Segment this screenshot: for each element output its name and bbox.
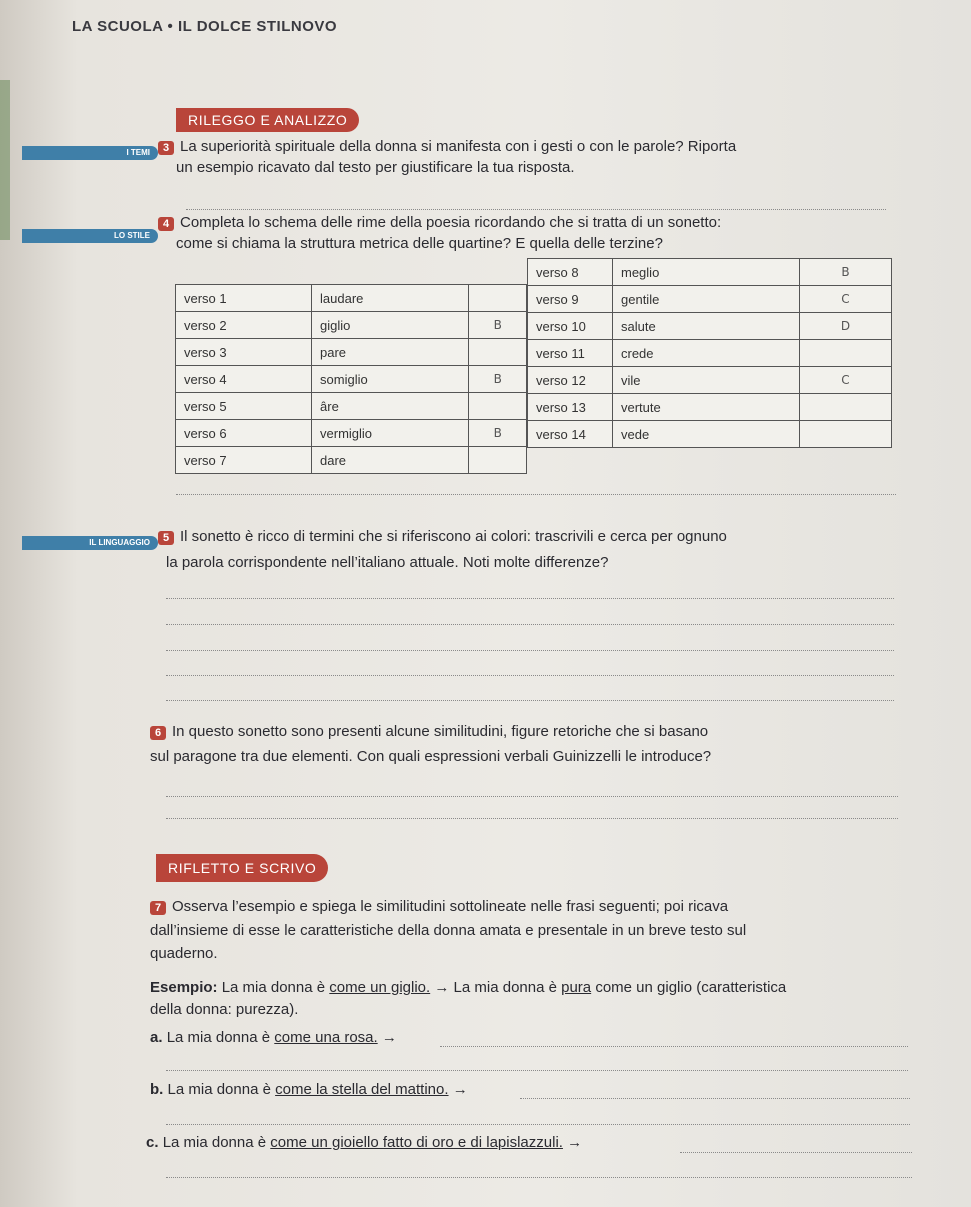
- verse-cell: verso 14: [528, 421, 613, 448]
- rhyme-cell[interactable]: D: [800, 313, 892, 340]
- q5-number: 5: [158, 531, 174, 545]
- tag-i-temi: I TEMI: [22, 146, 158, 160]
- q7-line1: [150, 898, 728, 915]
- item-underlined: come una rosa.: [274, 1029, 378, 1046]
- item-underlined: come un gioiello fatto di oro e di lapislazzuli.: [270, 1134, 563, 1151]
- verse-cell: verso 3: [176, 339, 312, 366]
- table-row: [528, 259, 892, 286]
- table-row: [528, 421, 892, 448]
- page-header: LA SCUOLA • IL DOLCE STILNOVO: [72, 18, 338, 35]
- rhyme-cell[interactable]: C: [800, 286, 892, 313]
- verse-cell: verso 1: [176, 285, 312, 312]
- table-row: [528, 340, 892, 367]
- table-row: [176, 366, 527, 393]
- example-pre: La mia donna è: [221, 979, 326, 996]
- verse-cell: verso 5: [176, 393, 312, 420]
- rhyme-cell[interactable]: B: [800, 259, 892, 286]
- rhyme-cell[interactable]: [800, 340, 892, 367]
- rhyme-cell[interactable]: B: [469, 420, 527, 447]
- answer-line: [186, 209, 886, 210]
- table-row: [528, 367, 892, 394]
- rhyme-cell[interactable]: C: [800, 367, 892, 394]
- answer-line: [166, 796, 898, 797]
- table-row: [176, 339, 527, 366]
- table-row: [176, 447, 527, 474]
- verse-cell: verso 9: [528, 286, 613, 313]
- item-underlined: come la stella del mattino.: [275, 1081, 449, 1098]
- example-underlined: come un giglio.: [329, 979, 431, 996]
- answer-line: [166, 700, 894, 701]
- example-line2: della donna: purezza).: [150, 1001, 299, 1018]
- word-cell: giglio: [312, 312, 469, 339]
- answer-line: [166, 818, 898, 819]
- verse-cell: verso 4: [176, 366, 312, 393]
- answer-line: [166, 598, 894, 599]
- q3-text1: La superiorità spirituale della donna si manifesta con i gesti o con le parole? Riporta: [180, 138, 737, 155]
- verse-cell: verso 8: [528, 259, 613, 286]
- q5-line1: [158, 528, 727, 545]
- example-result-pre: La mia donna è: [453, 979, 557, 996]
- word-cell: vertute: [613, 394, 800, 421]
- word-cell: vermiglio: [312, 420, 469, 447]
- word-cell: somiglio: [312, 366, 469, 393]
- word-cell: salute: [613, 313, 800, 340]
- table-row: [528, 286, 892, 313]
- q5-text1: Il sonetto è ricco di termini che si riferiscono ai colori: trascrivili e cerca per ognuno: [180, 528, 727, 545]
- tag-lo-stile: LO STILE: [22, 229, 158, 243]
- item-b: [150, 1081, 468, 1098]
- q6-line1: [150, 723, 708, 740]
- rhyme-cell[interactable]: [469, 339, 527, 366]
- table-row: [528, 394, 892, 421]
- table-row: [176, 285, 527, 312]
- tag-il-linguaggio: IL LINGUAGGIO: [22, 536, 158, 550]
- arrow-icon: →: [381, 1029, 397, 1046]
- rhyme-cell[interactable]: B: [469, 312, 527, 339]
- answer-line[interactable]: [166, 1070, 908, 1071]
- answer-line[interactable]: [440, 1046, 908, 1047]
- rhyme-cell[interactable]: [469, 393, 527, 420]
- word-cell: vile: [613, 367, 800, 394]
- section-label-rifletto: RIFLETTO E SCRIVO: [156, 854, 328, 882]
- verse-cell: verso 11: [528, 340, 613, 367]
- word-cell: pare: [312, 339, 469, 366]
- q4-line2: come si chiama la struttura metrica delle quartine? E quella delle terzine?: [176, 235, 663, 252]
- word-cell: laudare: [312, 285, 469, 312]
- q5-line2: la parola corrispondente nell’italiano attuale. Noti molte differenze?: [166, 554, 609, 571]
- table-row: [176, 420, 527, 447]
- rhyme-cell[interactable]: [469, 285, 527, 312]
- arrow-icon: →: [434, 979, 450, 996]
- q7-line2: dall’insieme di esse le caratteristiche della donna amata e presentale in un breve testo sul: [150, 922, 747, 939]
- example-label: Esempio:: [150, 979, 218, 996]
- table-row: [176, 393, 527, 420]
- item-letter: b.: [150, 1081, 164, 1098]
- answer-line: [176, 494, 896, 495]
- q3-line1: [158, 138, 736, 155]
- item-pre: La mia donna è: [166, 1029, 271, 1046]
- q7-line3: quaderno.: [150, 945, 218, 962]
- verse-cell: verso 10: [528, 313, 613, 340]
- word-cell: crede: [613, 340, 800, 367]
- q6-text1: In questo sonetto sono presenti alcune similitudini, figure retoriche che si basano: [172, 723, 709, 740]
- verse-cell: verso 2: [176, 312, 312, 339]
- q6-number: 6: [150, 726, 166, 740]
- rhyme-table-right: [527, 258, 892, 448]
- q4-text1: Completa lo schema delle rime della poesia ricordando che si tratta di un sonetto:: [180, 214, 722, 231]
- example-result-underlined: pura: [561, 979, 592, 996]
- rhyme-table-left: [175, 284, 527, 474]
- q6-line2: sul paragone tra due elementi. Con quali espressioni verbali Guinizzelli le introduce?: [150, 748, 712, 765]
- answer-line: [166, 650, 894, 651]
- q4-line1: [158, 214, 721, 231]
- item-c: [146, 1134, 582, 1151]
- q4-number: 4: [158, 217, 174, 231]
- word-cell: vede: [613, 421, 800, 448]
- verse-cell: verso 13: [528, 394, 613, 421]
- arrow-icon: →: [567, 1134, 583, 1151]
- q7-text1: Osserva l’esempio e spiega le similitudini sottolineate nelle frasi seguenti; poi ricava: [172, 898, 729, 915]
- item-pre: La mia donna è: [162, 1134, 267, 1151]
- word-cell: gentile: [613, 286, 800, 313]
- rhyme-cell[interactable]: [800, 394, 892, 421]
- item-a: [150, 1029, 397, 1046]
- rhyme-cell[interactable]: B: [469, 366, 527, 393]
- verse-cell: verso 7: [176, 447, 312, 474]
- answer-line[interactable]: [166, 1177, 912, 1178]
- answer-line[interactable]: [166, 1124, 910, 1125]
- verse-cell: verso 12: [528, 367, 613, 394]
- example-line1: [150, 979, 786, 996]
- rhyme-cell[interactable]: [469, 447, 527, 474]
- answer-line[interactable]: [680, 1152, 912, 1153]
- answer-line: [166, 624, 894, 625]
- verse-cell: verso 6: [176, 420, 312, 447]
- item-letter: a.: [150, 1029, 163, 1046]
- arrow-icon: →: [452, 1081, 468, 1098]
- q3-number: 3: [158, 141, 174, 155]
- word-cell: meglio: [613, 259, 800, 286]
- section-label-rileggo: RILEGGO E ANALIZZO: [176, 108, 359, 132]
- item-pre: La mia donna è: [167, 1081, 271, 1098]
- table-row: [528, 313, 892, 340]
- q3-line2: un esempio ricavato dal testo per giustificare la tua risposta.: [176, 159, 575, 176]
- answer-line: [166, 675, 894, 676]
- word-cell: âre: [312, 393, 469, 420]
- rhyme-cell[interactable]: [800, 421, 892, 448]
- q7-number: 7: [150, 901, 166, 915]
- item-letter: c.: [146, 1134, 159, 1151]
- example-result-post: come un giglio (caratteristica: [595, 979, 787, 996]
- answer-line[interactable]: [520, 1098, 910, 1099]
- word-cell: dare: [312, 447, 469, 474]
- table-row: [176, 312, 527, 339]
- page-edge-strip: [0, 80, 10, 240]
